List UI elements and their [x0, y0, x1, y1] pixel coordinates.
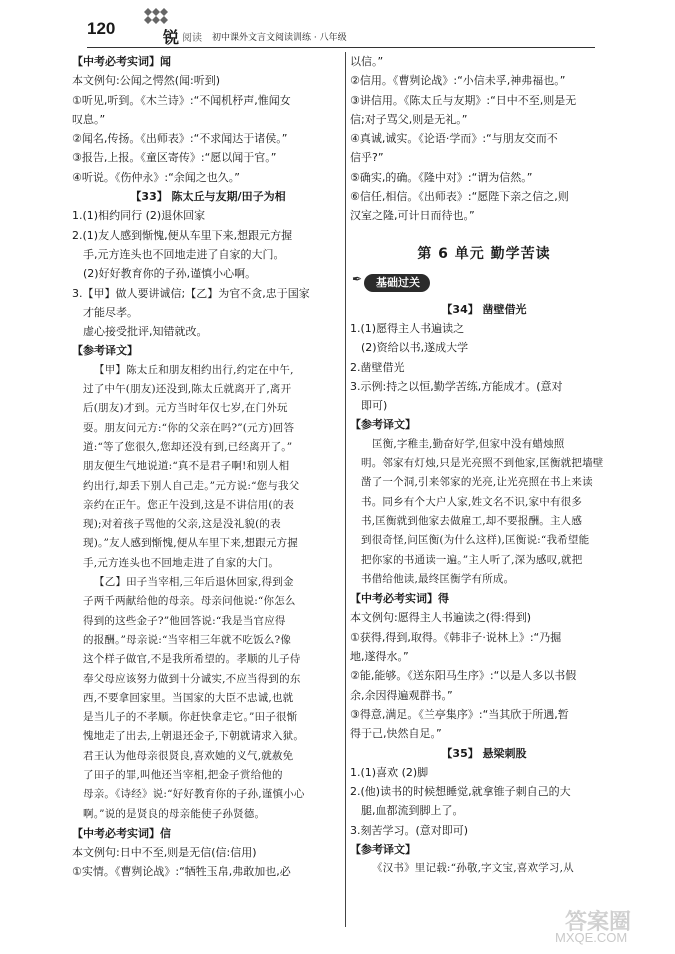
text-line: 【参考译文】 [350, 842, 416, 856]
right-column-bottom [350, 300, 618, 879]
text-line: 2.凿壁借光 [350, 360, 405, 374]
text-line: ①听见,听到。《木兰诗》:“不闻机杼声,惟闻女 [72, 93, 291, 107]
text-line: 【乙】田子当宰相,三年后退休回家,得到金 [94, 576, 294, 589]
text-line: 书,匡衡就到他家去做雇工,却不要报酬。主人感 [361, 514, 583, 527]
text-line: 手,元方连头也不回地走进了自家的大门。 [83, 247, 285, 261]
text-line: 的报酬。”母亲说:“当宰相三年就不吃饭么?像 [83, 633, 292, 646]
text-line: 信乎?” [350, 151, 384, 165]
text-line: 约出行,却丢下别人自己走。”元方说:“您与我父 [83, 479, 300, 492]
text-line: 凿了一个洞,引来邻家的光亮,让光亮照在书上来读 [361, 476, 593, 489]
text-line: 耍。朋友问元方:“你的父亲在吗?”(元方)回答 [83, 421, 295, 434]
text-line: 啊。”说的是贤良的母亲能使子孙贤德。 [83, 807, 266, 820]
text-line: 本文例句:愿得主人书遍读之(得:得到) [350, 611, 531, 625]
text-line: 3.示例:持之以恒,勤学苦练,方能成才。(意对 [350, 379, 563, 393]
text-line: ⑥信任,相信。《出师表》:“愿陛下亲之信之,则 [350, 190, 569, 204]
section-heading: 【33】 陈太丘与友期/田子为相 [130, 190, 286, 204]
unit-title: 第 6 单元 勤学苦读 [417, 245, 551, 262]
text-line: 3.刻苦学习。(意对即可) [350, 823, 469, 837]
text-line: ①获得,得到,取得。《韩非子·说林上》:“乃掘 [350, 630, 562, 644]
text-line: 子两千两献给他的母亲。母亲问他说:“你怎么 [83, 595, 296, 608]
text-line: 后(朋友)才到。元方当时年仅七岁,在门外玩 [83, 402, 288, 415]
header-divider [87, 47, 595, 48]
text-line: (2)好好教育你的子孙,谨慎小心啊。 [83, 267, 257, 281]
text-line: 道:“等了您很久,您却还没有到,已经离开了。” [83, 440, 293, 453]
text-line: 本文例句:公闻之愕然(闻:听到) [72, 74, 220, 88]
text-line: 3.【甲】做人要讲诚信;【乙】为官不贪,忠于国家 [72, 286, 310, 300]
text-line: 叹息。” [72, 112, 106, 126]
text-line: 把你家的书通读一遍。”主人听了,深为感叹,就把 [361, 553, 583, 566]
text-line: 亲约在正午。您正午没到,这是不讲信用(的表 [83, 498, 295, 511]
text-line: 1.(1)喜欢 (2)脚 [350, 765, 429, 779]
left-column [72, 52, 344, 882]
text-line: 【中考必考实词】闻 [72, 55, 171, 68]
text-line: 《汉书》里记载:“孙敬,字文宝,喜欢学习,从 [372, 862, 574, 875]
text-line: 西,不要拿回家里。当国家的大臣不忠诚,也就 [83, 691, 294, 704]
text-line: ③得意,满足。《兰亭集序》:“当其欣于所遇,暂 [350, 707, 569, 721]
text-line: 匡衡,字稚圭,勤奋好学,但家中没有蜡烛照 [372, 437, 565, 450]
text-line: ②闻名,传扬。《出师表》:“不求闻达于诸侯。” [72, 132, 288, 146]
text-line: 是当儿子的不孝顺。你赶快拿走它。”田子很惭 [83, 711, 298, 724]
text-line: 【参考译文】 [72, 344, 138, 358]
watermark-text: 答案圈 [565, 909, 632, 934]
text-line: 愧地走了出去,上朝退还金子,下朝就请求入狱。 [83, 730, 305, 743]
book-title: 初中课外文言文阅读训练 · 八年级 [212, 33, 347, 43]
right-column-top [350, 52, 618, 226]
text-line: 才能尽孝。 [83, 305, 138, 319]
text-line: ③报告,上报。《童区寄传》:“愿以闻于官。” [72, 151, 277, 165]
text-line: 朋友便生气地说道:“真不是君子啊!和别人相 [83, 460, 290, 473]
text-line: 【中考必考实词】得 [350, 592, 449, 606]
text-line: 汉室之隆,可计日而待也。” [350, 209, 475, 223]
brand-name: 锐 [163, 28, 180, 47]
text-line: ④听说。《伤仲永》:“余闻之也久。” [72, 170, 240, 184]
brand-tag: 阅读 [182, 33, 202, 44]
section-badge: 基础过关 [364, 274, 430, 292]
text-line: 本文例句:日中不至,则是无信(信:信用) [72, 846, 257, 860]
text-line: 奉父母应该努力做到十分诚实,不应当得到的东 [83, 672, 301, 685]
text-line: 腿,血都流到脚上了。 [361, 804, 464, 818]
text-line: ④真诚,诚实。《论语·学而》:“与朋友交而不 [350, 132, 558, 146]
text-line: 即可) [361, 399, 388, 413]
text-line: 这个样子做官,不是我所希望的。孝顺的儿子侍 [83, 653, 301, 666]
text-line: 书。同乡有个大户人家,姓文名不识,家中有很多 [361, 495, 583, 508]
pen-nib-icon: ✒ [352, 271, 363, 286]
text-line: 2.(他)读书的时候想睡觉,就拿锥子刺自己的大 [350, 785, 571, 799]
text-line: 了田子的罪,叫他还当宰相,把金子赏给他的 [83, 768, 283, 781]
text-line: 2.(1)友人感到惭愧,便从车里下来,想跟元方握 [72, 228, 293, 242]
text-line: 到很奇怪,问匡衡(为什么这样),匡衡说:“我希望能 [361, 534, 590, 547]
text-line: 虚心接受批评,知错就改。 [83, 325, 208, 339]
text-line: 以信。” [350, 55, 384, 68]
column-divider [345, 52, 346, 927]
text-line: (2)资给以书,遂成大学 [361, 341, 469, 355]
text-line: 得到的这些金子?”他回答说:“我是当官应得 [83, 614, 286, 627]
text-line: 现);对着孩子骂他的父亲,这是没礼貌(的表 [83, 518, 281, 531]
page-header [0, 0, 675, 58]
badge-row [350, 270, 618, 300]
text-line: ②信用。《曹刿论战》:“小信未孚,神弗福也。” [350, 74, 566, 88]
text-line: 现)。”友人感到惭愧,便从车里下来,想跟元方握 [83, 537, 298, 550]
text-line: 明。邻家有灯烛,只是光亮照不到他家,匡衡就把墙壁 [361, 457, 604, 470]
watermark-url: MXQE.COM [555, 930, 628, 945]
text-line: 【中考必考实词】信 [72, 826, 171, 840]
right-column [350, 52, 618, 879]
text-line: 过了中午(朋友)还没到,陈太丘就离开了,离开 [83, 383, 292, 396]
text-line: 得于己,快然自足。” [350, 727, 442, 741]
text-line: 君王认为他母亲很贤良,喜欢她的义气,就赦免 [83, 749, 294, 762]
text-line: 余,余因得遍观群书。” [350, 688, 453, 702]
text-line: ①实情。《曹刿论战》:“牺牲玉帛,弗敢加也,必 [72, 865, 291, 879]
text-line: 1.(1)愿得主人书遍读之 [350, 321, 465, 335]
page-number: 120 [87, 19, 116, 38]
text-line: 1.(1)相约同行 (2)退休回家 [72, 209, 206, 223]
text-line: 【甲】陈太丘和朋友相约出行,约定在中午, [94, 363, 294, 376]
text-line: 书借给他读,最终匡衡学有所成。 [361, 572, 515, 585]
text-line: 信;对子骂父,则是无礼。” [350, 112, 468, 126]
text-line: 【参考译文】 [350, 418, 416, 432]
section-heading: 【34】 凿壁借光 [441, 302, 527, 316]
text-line: ③讲信用。《陈太丘与友期》:“日中不至,则是无 [350, 93, 577, 107]
text-line: 地,遂得水。” [350, 650, 409, 664]
section-heading: 【35】 悬梁刺股 [441, 746, 527, 760]
text-line: ⑤确实,的确。《隆中对》:“谓为信然。” [350, 170, 533, 184]
text-line: ②能,能够。《送东阳马生序》:“以是人多以书假 [350, 669, 577, 683]
text-line: 母亲。《诗经》说:“好好教育你的子孙,谨慎小心 [83, 788, 305, 801]
text-line: 手,元方连头也不回地走进了自家的大门。 [83, 556, 280, 569]
